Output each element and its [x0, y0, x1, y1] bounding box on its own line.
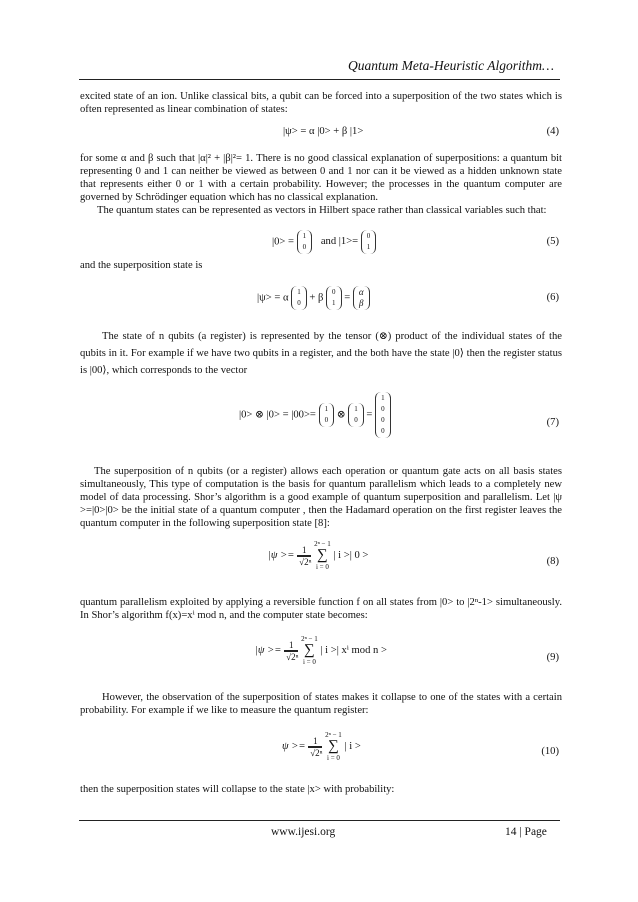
- paragraph-superposition: for some α and β such that |α|² + |β|²= 1. There is no good classical explanation of superpositions: a quantum bit representing 0 and 1 can neither be viewed as between 0 and 1 nor can it be viewed as a hidden unknown state that represents either 0 or 1 with a certain probability. However; the processes in the quantum computer are governed by Schrödinger equation which has no classical explanation.: [80, 153, 562, 203]
- footer-website: www.ijesi.org: [271, 826, 336, 838]
- vector-ket-1: 0 1: [361, 230, 377, 254]
- vector-ket-0: 1 0: [319, 403, 335, 427]
- footer-rule: [79, 820, 560, 821]
- paragraph-observation: However, the observation of the superposition of states makes it collapse to one of the states with a certain probability. For example if we like to measure the quantum register:: [80, 692, 562, 716]
- footer-page-number: 14 | Page: [505, 826, 547, 838]
- vector-alpha-beta: α β: [353, 286, 370, 310]
- vector-ket-0: 1 0: [291, 286, 307, 310]
- eq5-left: |0> =: [272, 236, 295, 248]
- summation: 2ⁿ − 1 ∑ i = 0: [325, 731, 342, 762]
- paragraph-collapse: then the superposition states will collapse to the state |x> with probability:: [80, 784, 395, 795]
- equation-number-4: (4): [546, 126, 559, 137]
- equation-5: [272, 230, 376, 254]
- vector-ket-0: 1 0: [348, 403, 364, 427]
- summation: 2ⁿ − 1 ∑ i = 0: [301, 635, 318, 666]
- paragraph-hilbert: The quantum states can be represented as vectors in Hilbert space rather than classical variables such that:: [97, 205, 547, 216]
- equation-number-9: (9): [546, 652, 559, 663]
- equation-10: ψ >= $\frac{1}{\text{√2ⁿ}}$ 2ⁿ − 1 ∑ i = 0 | i >: [282, 731, 361, 762]
- equation-8: |ψ >= $\frac{1}{\text{√2ⁿ}}$ 2ⁿ − 1 ∑ i = 0 | i >| 0 >: [268, 540, 369, 571]
- normalization-fraction: $\frac{1}{\text{√2ⁿ}}$: [286, 639, 299, 662]
- vector-ket-0: 1 0: [297, 230, 313, 254]
- equation-number-8: (8): [546, 556, 559, 567]
- summation: 2ⁿ − 1 ∑ i = 0: [314, 540, 331, 571]
- paragraph-intro: excited state of an ion. Unlike classical bits, a qubit can be forced into a superposition of the two states which is often represented as linear combination of states:: [80, 91, 562, 115]
- paragraph-superposition-state: and the superposition state is: [80, 260, 203, 271]
- equation-7: |0> ⊗ |0> = |00>= 1 0 ⊗ 1 0 = 1 0 0 0: [239, 392, 391, 438]
- equation-4: |ψ> = α |0> + β |1>: [283, 126, 364, 137]
- header-rule: [79, 79, 560, 80]
- equation-number-10: (10): [541, 746, 559, 757]
- paragraph-parallelism: The superposition of n qubits (or a register) allows each operation or quantum gate acts on all basis states simultaneously, This type of computation is the basis for quantum parallelism which leads to a completely new model of data processing. Shor’s algorithm is a good example of quantum superposition and parallelism. Let |ψ >=|0>|0> be the initial state of a quantum computer , then the Hadamard operation on the first register leaves the quantum computer in the following superposition state [8]:: [80, 466, 562, 529]
- paragraph-reversible-function: quantum parallelism exploited by applying a reversible function f on all states from |0> to |2ⁿ-1> simultaneously. In Shor’s algorithm f(x)=xⁱ mod n, and the computer state becomes:: [80, 597, 562, 621]
- vector-ket-1: 0 1: [326, 286, 342, 310]
- eq5-mid: and |1>=: [320, 236, 359, 248]
- equation-number-7: (7): [546, 417, 559, 428]
- normalization-fraction: $\frac{1}{\text{√2ⁿ}}$: [310, 735, 323, 758]
- normalization-fraction: $\frac{1}{\text{√2ⁿ}}$: [299, 544, 312, 567]
- running-header: Quantum Meta-Heuristic Algorithm…: [348, 58, 554, 73]
- equation-6: |ψ> = α 1 0 + β 0 1 = α β: [257, 286, 370, 310]
- paragraph-register: The state of n qubits (a register) is represented by the tensor (⊗) product of the individual states of the qubits in it. For example if we have two qubits in a register, and the both have the state |0⟩ then the register status is |00⟩, which corresponds to the vector: [80, 331, 562, 376]
- vector-ket-00: 1 0 0 0: [375, 392, 391, 438]
- equation-number-6: (6): [546, 292, 559, 303]
- equation-number-5: (5): [546, 236, 559, 247]
- equation-9: |ψ >= $\frac{1}{\text{√2ⁿ}}$ 2ⁿ − 1 ∑ i = 0 | i >| xⁱ mod n >: [255, 635, 387, 666]
